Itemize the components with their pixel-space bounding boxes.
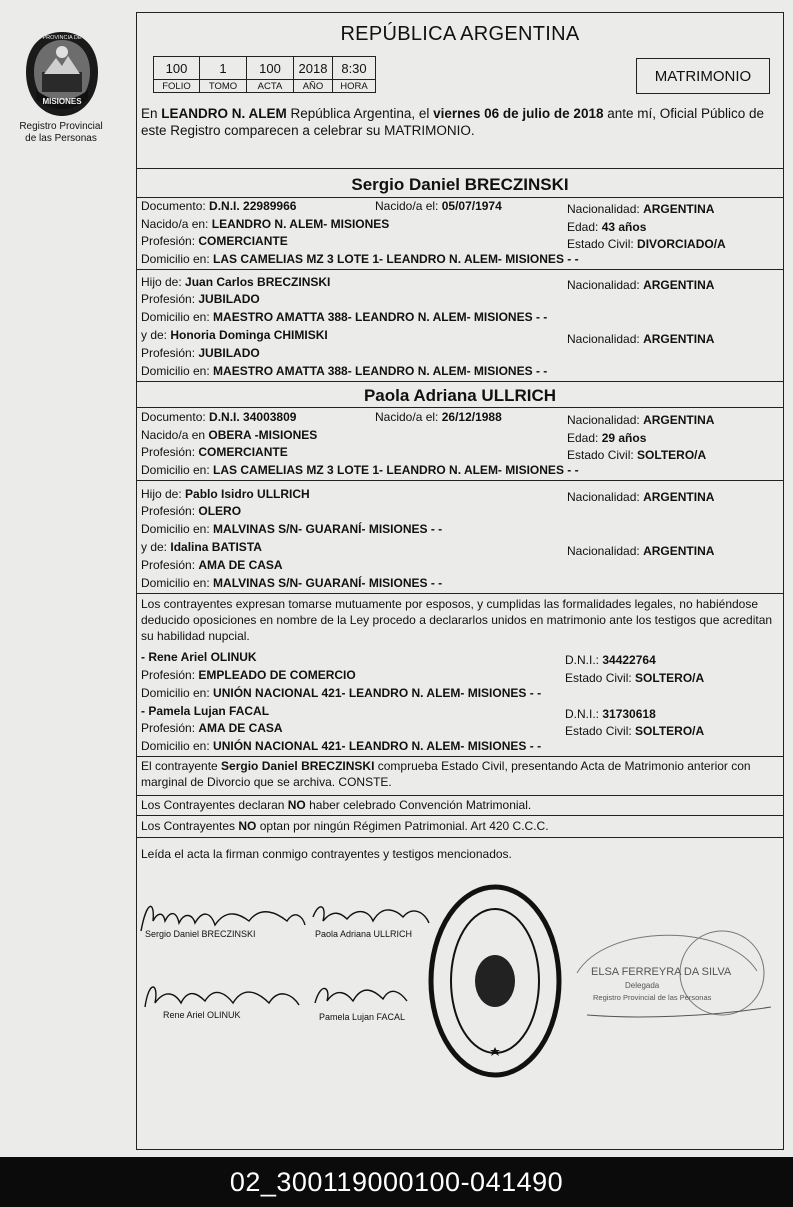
spouse2-civil-status: Estado Civil: SOLTERO/A bbox=[567, 448, 707, 462]
document-code-bar: 02_300119000100-041490 bbox=[0, 1157, 793, 1207]
closing-statement: Leída el acta la firman conmigo contrayentes y testigos mencionados. bbox=[141, 847, 512, 861]
spouse1-birthdate: Nacido/a el: 05/07/1974 bbox=[375, 199, 502, 213]
officer-title: Delegada bbox=[625, 981, 660, 990]
page-title: REPÚBLICA ARGENTINA bbox=[340, 23, 580, 45]
divider bbox=[137, 381, 783, 382]
certificate-frame bbox=[136, 12, 784, 1150]
witness2-dni: D.N.I.: 31730618 bbox=[565, 707, 656, 721]
convention-statement: Los Contrayentes declaran NO haber celebrado Convención Matrimonial. bbox=[141, 798, 532, 812]
registry-caption-line: de las Personas bbox=[25, 133, 97, 144]
witness1-civil-status: Estado Civil: SOLTERO/A bbox=[565, 671, 705, 685]
year-label: AÑO bbox=[294, 80, 333, 93]
spouse1-document: Documento: D.N.I. 22989966 bbox=[141, 199, 297, 213]
spouse1-address: Domicilio en: LAS CAMELIAS MZ 3 LOTE 1- LEANDRO N. ALEM- MISIONES - - bbox=[141, 252, 579, 266]
officer-stamp-icon bbox=[547, 923, 777, 1033]
spouse1-mother-nationality: Nacionalidad: ARGENTINA bbox=[567, 332, 715, 346]
divider bbox=[137, 593, 783, 594]
witness2-address: Domicilio en: UNIÓN NACIONAL 421- LEANDRO N. ALEM- MISIONES - - bbox=[141, 739, 542, 753]
spouse1-civil-status: Estado Civil: DIVORCIADO/A bbox=[567, 237, 726, 251]
registry-caption-line: Registro Provincial bbox=[19, 121, 103, 132]
signature-caption-spouse2: Paola Adriana ULLRICH bbox=[315, 929, 413, 939]
spouse2-father-nationality: Nacionalidad: ARGENTINA bbox=[567, 490, 715, 504]
registry-table bbox=[153, 56, 376, 93]
divider bbox=[137, 407, 783, 408]
divider bbox=[137, 815, 783, 816]
act-type-box: MATRIMONIO bbox=[636, 58, 770, 94]
spouse2-mother-profession: Profesión: AMA DE CASA bbox=[141, 558, 283, 572]
folio-value: 100 bbox=[154, 57, 200, 80]
witness1-profession: Profesión: EMPLEADO DE COMERCIO bbox=[141, 668, 356, 682]
witness1-address: Domicilio en: UNIÓN NACIONAL 421- LEANDRO N. ALEM- MISIONES - - bbox=[141, 686, 542, 700]
folio-label: FOLIO bbox=[154, 80, 200, 93]
svg-text:MISIONES: MISIONES bbox=[42, 97, 82, 106]
divider bbox=[137, 837, 783, 838]
spouse1-father-nationality: Nacionalidad: ARGENTINA bbox=[567, 278, 715, 292]
spouse1-name: Sergio Daniel BRECZINSKI bbox=[351, 175, 569, 194]
witness2-profession: Profesión: AMA DE CASA bbox=[141, 721, 283, 735]
officer-office: Registro Provincial de las Personas bbox=[593, 993, 712, 1002]
officer-name: ELSA FERREYRA DA SILVA bbox=[591, 966, 732, 978]
divorce-note: El contrayente Sergio Daniel BRECZINSKI comprueba Estado Civil, presentando Acta de Matrimonio anterior con marginal de Divorcio que se archiva. CONSTE. bbox=[141, 759, 751, 789]
spouse1-mother-address: Domicilio en: MAESTRO AMATTA 388- LEANDRO N. ALEM- MISIONES - - bbox=[141, 364, 548, 378]
witness1-dni: D.N.I.: 34422764 bbox=[565, 653, 656, 667]
spouse2-mother: y de: Idalina BATISTA bbox=[141, 540, 262, 554]
intro-paragraph: En LEANDRO N. ALEM República Argentina, el viernes 06 de julio de 2018 ante mí, Oficial Público de este Registro comparecen a celebrar su MATRIMONIO. bbox=[141, 106, 765, 138]
divider bbox=[137, 756, 783, 757]
spouse1-age: Edad: 43 años bbox=[567, 220, 647, 234]
spouse1-mother: y de: Honoria Dominga CHIMISKI bbox=[141, 328, 328, 342]
spouse2-name: Paola Adriana ULLRICH bbox=[363, 386, 557, 405]
spouse2-age: Edad: 29 años bbox=[567, 431, 647, 445]
acta-label: ACTA bbox=[247, 80, 294, 93]
spouse2-mother-address: Domicilio en: MALVINAS S/N- GUARANÍ- MISIONES - - bbox=[141, 576, 443, 590]
spouse2-father-profession: Profesión: OLERO bbox=[141, 504, 242, 518]
spouse2-birthplace: Nacido/a en OBERA -MISIONES bbox=[141, 428, 318, 442]
witness1-name: - Rene Ariel OLINUK bbox=[141, 650, 257, 664]
spouse2-mother-nationality: Nacionalidad: ARGENTINA bbox=[567, 544, 715, 558]
svg-text:PROVINCIA DE: PROVINCIA DE bbox=[42, 35, 82, 41]
tomo-value: 1 bbox=[200, 57, 247, 80]
union-declaration: Los contrayentes expresan tomarse mutuamente por esposos, y cumplidas las formalidades legales, no habiéndose deducido oposiciones en nombre de la Ley procedo a declararlos unidos en matrimonio ante los testigos que acreditan su habilidad nupcial. bbox=[141, 597, 773, 643]
spouse2-profession: Profesión: COMERCIANTE bbox=[141, 445, 288, 459]
spouse1-father: Hijo de: Juan Carlos BRECZINSKI bbox=[141, 275, 331, 289]
signature-caption-witness2: Pamela Lujan FACAL bbox=[319, 1012, 406, 1022]
signature-caption-witness1: Rene Ariel OLINUK bbox=[163, 1010, 241, 1020]
signature-caption-spouse1: Sergio Daniel BRECZINSKI bbox=[145, 929, 256, 939]
registry-caption bbox=[6, 121, 116, 145]
year-value: 2018 bbox=[294, 57, 333, 80]
divider bbox=[137, 168, 783, 169]
divider bbox=[137, 795, 783, 796]
witness2-name: - Pamela Lujan FACAL bbox=[141, 704, 270, 718]
hour-label: HORA bbox=[333, 80, 376, 93]
tomo-label: TOMO bbox=[200, 80, 247, 93]
spouse2-birthdate: Nacido/a el: 26/12/1988 bbox=[375, 410, 502, 424]
divider bbox=[137, 480, 783, 481]
witness2-civil-status: Estado Civil: SOLTERO/A bbox=[565, 724, 705, 738]
spouse2-father-address: Domicilio en: MALVINAS S/N- GUARANÍ- MISIONES - - bbox=[141, 522, 443, 536]
acta-value: 100 bbox=[247, 57, 294, 80]
provincial-coat-of-arms-icon bbox=[22, 28, 102, 120]
spouse1-father-address: Domicilio en: MAESTRO AMATTA 388- LEANDRO N. ALEM- MISIONES - - bbox=[141, 310, 548, 324]
spouse1-profession: Profesión: COMERCIANTE bbox=[141, 234, 288, 248]
divider bbox=[137, 269, 783, 270]
spouse1-mother-profession: Profesión: JUBILADO bbox=[141, 346, 260, 360]
official-seal-icon bbox=[425, 881, 565, 1081]
spouse2-address: Domicilio en: LAS CAMELIAS MZ 3 LOTE 1- LEANDRO N. ALEM- MISIONES - - bbox=[141, 463, 579, 477]
spouse2-father: Hijo de: Pablo Isidro ULLRICH bbox=[141, 487, 310, 501]
patrimonial-regime-statement: Los Contrayentes NO optan por ningún Régimen Patrimonial. Art 420 C.C.C. bbox=[141, 819, 549, 833]
spouse1-father-profession: Profesión: JUBILADO bbox=[141, 292, 260, 306]
spouse2-nationality: Nacionalidad: ARGENTINA bbox=[567, 413, 715, 427]
spouse1-birthplace: Nacido/a en: LEANDRO N. ALEM- MISIONES bbox=[141, 217, 390, 231]
hour-value: 8:30 bbox=[333, 57, 376, 80]
spouse1-nationality: Nacionalidad: ARGENTINA bbox=[567, 202, 715, 216]
spouse2-document: Documento: D.N.I. 34003809 bbox=[141, 410, 297, 424]
divider bbox=[137, 197, 783, 198]
